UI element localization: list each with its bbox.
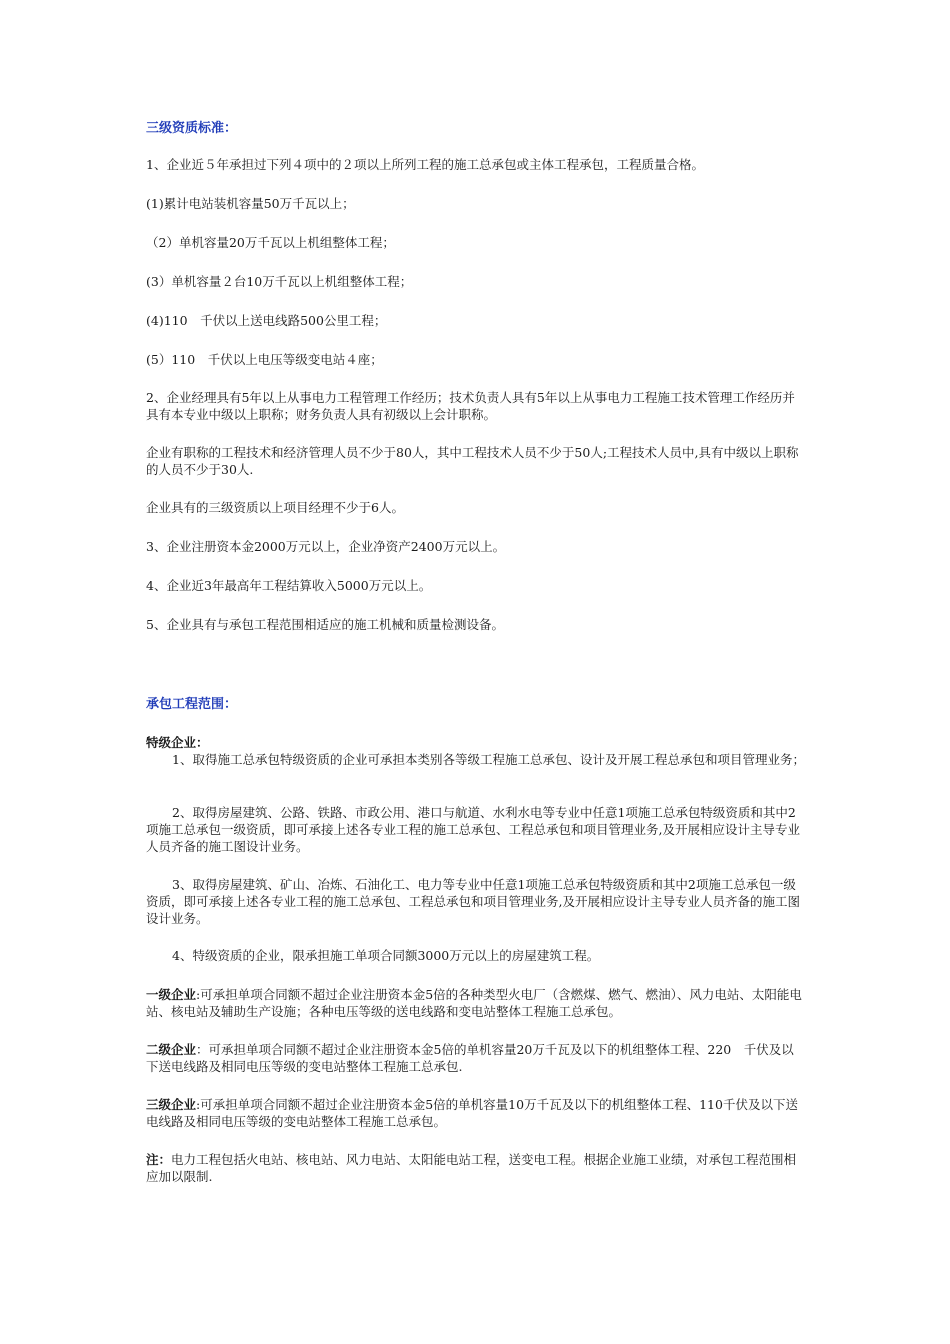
paragraph: (1)累计电站装机容量50万千瓦以上； — [146, 196, 355, 211]
grade1-label: 一级企业 — [146, 987, 197, 1002]
paragraph: (5）110 千伏以上电压等级变电站４座； — [146, 352, 383, 367]
note-text: 电力工程包括火电站、核电站、风力电站、太阳能电站工程，送变电工程。根据企业施工业绩，对承包工程范围相应加以限制. — [146, 1152, 797, 1184]
section-heading-grade3-standard: 三级资质标准： — [146, 121, 238, 136]
paragraph: 5、企业具有与承包工程范围相适应的施工机械和质量检测设备。 — [146, 617, 504, 632]
paragraph: 1、企业近５年承担过下列４项中的２项以上所列工程的施工总承包或主体工程承包，工程质量合格。 — [146, 157, 704, 172]
grade1-text: :可承担单项合同额不超过企业注册资本金5倍的各种类型火电厂（含燃煤、燃气、燃油）、风力电站、太阳能电站、核电站及辅助生产设施；各种电压等级的送电线路和变电站整体工程施工总承包。 — [146, 987, 802, 1019]
note-label: 注： — [146, 1152, 172, 1167]
paragraph: 2、企业经理具有5年以上从事电力工程管理工作经历；技术负责人具有5年以上从事电力工程施工技术管理工作经历并具有本专业中级以上职称；财务负责人具有初级以上会计职称。 — [146, 390, 795, 422]
paragraph: (3）单机容量２台10万千瓦以上机组整体工程； — [146, 274, 413, 289]
grade2-text: ：可承担单项合同额不超过企业注册资本金5倍的单机容量20万千瓦及以下的机组整体工程、220 千伏及以下送电线路及相同电压等级的变电站整体工程施工总承包. — [146, 1042, 794, 1074]
paragraph: 2、取得房屋建筑、公路、铁路、市政公用、港口与航道、水利水电等专业中任意1项施工总承包特级资质和其中2项施工总承包一级资质，即可承接上述各专业工程的施工总承包、工程总承包和项目管理业务,及开展相应设计主导专业人员齐备的施工图设计业务。 — [146, 805, 800, 854]
grade2-paragraph — [146, 1041, 806, 1075]
grade3-paragraph — [146, 1096, 806, 1130]
section-heading-contract-scope: 承包工程范围： — [146, 697, 238, 712]
special-grade-label: 特级企业： — [146, 735, 209, 750]
note-paragraph — [146, 1151, 806, 1185]
paragraph: 1、取得施工总承包特级资质的企业可承担本类别各等级工程施工总承包、设计及开展工程总承包和项目管理业务； — [172, 752, 805, 767]
grade2-label: 二级企业 — [146, 1042, 197, 1057]
grade3-text: :可承担单项合同额不超过企业注册资本金5倍的单机容量10万千瓦及以下的机组整体工程、110千伏及以下送电线路及相同电压等级的变电站整体工程施工总承包。 — [146, 1097, 798, 1129]
grade3-label: 三级企业 — [146, 1097, 197, 1112]
paragraph: (4)110 千伏以上送电线路500公里工程； — [146, 313, 387, 328]
paragraph: 4、企业近3年最高年工程结算收入5000万元以上。 — [146, 578, 432, 593]
paragraph: 企业具有的三级资质以上项目经理不少于6人。 — [146, 500, 404, 515]
paragraph: （2）单机容量20万千瓦以上机组整体工程； — [146, 235, 395, 250]
paragraph: 企业有职称的工程技术和经济管理人员不少于80人，其中工程技术人员不少于50人;工程技术人员中,具有中级以上职称的人员不少于30人. — [146, 445, 799, 477]
paragraph: 3、取得房屋建筑、矿山、冶炼、石油化工、电力等专业中任意1项施工总承包特级资质和其中2项施工总承包一级资质，即可承接上述各专业工程的施工总承包、工程总承包和项目管理业务,及开展相应设计主导专业人员齐备的施工图设计业务。 — [146, 877, 800, 926]
grade1-paragraph — [146, 986, 806, 1020]
paragraph: 3、企业注册资本金2000万元以上，企业净资产2400万元以上。 — [146, 539, 506, 554]
paragraph: 4、特级资质的企业，限承担施工单项合同额3000万元以上的房屋建筑工程。 — [172, 948, 600, 963]
